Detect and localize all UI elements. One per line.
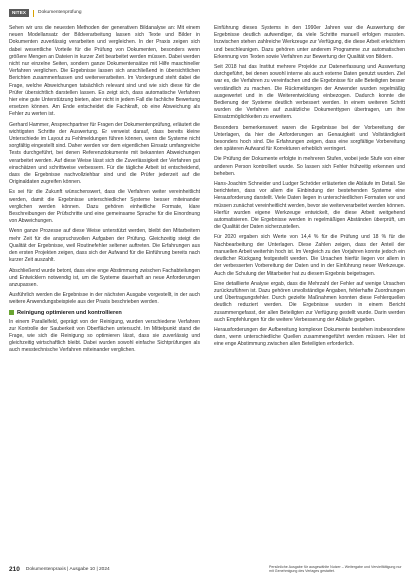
text-column-left bbox=[9, 25, 200, 558]
section-subject: Dokumentenprüfung bbox=[38, 10, 82, 15]
body-paragraph: Gerhard Hammer, Ansprechpartner für Fragen der Dokumentenprüfung, erläutert die wichtigsten Schritte der Auswertung. Er verweist darauf, dass bereits kleine Unterschiede im Layout zu Fehlmeldungen führen können, wenn die Systeme nicht sorgfältig eingestellt sind. Daher werden vor dem eigentlichen Einsatz umfangreiche Tests durchgeführt, bei denen Referenzdokumente mit bekannten Abweichungen verarbeitet werden. Auf diese Weise lässt sich die Zuverlässigkeit der Verfahren gut einschätzen und schrittweise verbessern. Für die tägliche Arbeit ist entscheidend, dass die Ergebnisse nachvollziehbar sind und die Prüfer jederzeit auf die Originaldaten zugreifen können. bbox=[9, 121, 200, 186]
magazine-info: Dokumentenpraxis | Ausgabe 10 | 2024 bbox=[25, 567, 110, 572]
copyright-notice: Persönliche Ausgabe für ausgewählte Nutzer – Weitergabe und Vervielfältigung nur mit Genehmigung des Verlages gestattet. bbox=[269, 565, 402, 574]
section-tag: NITEX bbox=[9, 9, 29, 17]
body-paragraph: Herausforderungen der Aufbereitung komplexer Dokumente bestehen insbesondere dann, wenn unterschiedliche Quellen zusammengeführt werden müssen. Hier ist eine enge Abstimmung zwischen allen Beteiligten erforderlich. bbox=[214, 326, 405, 348]
body-paragraph: Besonders bemerkenswert waren die Ergebnisse bei der Vorbereitung der Unterlagen, da hier die Anforderungen an Genauigkeit und Vollständigkeit besonders hoch sind. Die Erfahrungen zeigen, dass eine sorgfältige Vorbereitung den späteren Aufwand für Korrekturen erheblich verringert. bbox=[214, 124, 405, 153]
body-paragraph: In einem Parallelfeld, geprägt von der Reinigung, wurden verschiedene Verfahren zur Kontrolle der Sauberkeit von Oberflächen untersucht. Im Mittelpunkt stand die Frage, wie sich die Reinigung so optimieren lässt, dass sie zuverlässig und gleichzeitig wirtschaftlich bleibt. Dabei wurden sowohl einfache Sichtprüfungen als auch messtechnische Verfahren miteinander verglichen. bbox=[9, 318, 200, 354]
body-paragraph: Ausführlich werden die Ergebnisse in der nächsten Ausgabe vorgestellt, in der auch weitere Anwendungsbeispiele aus der Praxis beschrieben werden. bbox=[9, 292, 200, 306]
body-paragraph: Hans-Joachim Schneider und Ludger Schröder erläuterten die Abläufe im Detail. Sie berichteten, dass vor allem die Einbindung der bestehenden Systeme eine Herausforderung darstellt. Viele Daten liegen in unterschiedlichen Formaten vor und müssen zunächst vereinheitlicht werden, bevor sie weiterverarbeitet werden können. Hierfür wurden eigene Werkzeuge entwickelt, die diese Arbeit weitgehend automatisieren. Die Ergebnisse werden in regelmäßigen Abständen überprüft, um die Qualität der Daten sicherzustellen. bbox=[214, 181, 405, 231]
header-divider bbox=[33, 10, 34, 17]
body-paragraph: Seit 2018 hat das Institut mehrere Projekte zur Datenerfassung und Auswertung durchgeführt, bei denen sowohl interne als auch externe Daten genutzt wurden. Ziel war es, die Verfahren zu vereinfachen und die Ergebnisse für alle Beteiligten besser verständlich zu machen. Die Rückmeldungen der Anwender wurden regelmäßig ausgewertet und in die Weiterentwicklung einbezogen. Dadurch konnte die Bedienung der Systeme deutlich verbessert werden. In einem weiteren Schritt wurden die Verfahren auf zusätzliche Dokumenttypen übertragen, um ihre Einsatzmöglichkeiten zu erweitern. bbox=[214, 64, 405, 121]
subheading-marker bbox=[9, 310, 14, 315]
page-number: 210 bbox=[9, 566, 20, 573]
body-paragraph: Eine detaillierte Analyse ergab, dass die Mehrzahl der Fehler auf wenige Ursachen zurückzuführen ist. Dazu gehören unvollständige Angaben, fehlerhafte Zuordnungen und Übertragungsfehler. Durch gezielte Maßnahmen konnten diese Fehlerquellen deutlich reduziert werden. Die Ergebnisse wurden in einem Bericht zusammengefasst, der allen Beteiligten zur Verfügung gestellt wurde. Darin werden auch Empfehlungen für die weitere Verbesserung der Abläufe gegeben. bbox=[214, 280, 405, 323]
body-paragraph: Wenn ganze Prozesse auf diese Weise unterstützt werden, bleibt den Mitarbeitern mehr Zeit für die anspruchsvollen Aufgaben der Prüfung. Gleichzeitig steigt die Qualität der Ergebnisse, weil Routinefehler seltener auftreten. Die Erfahrungen aus den ersten Projekten zeigen, dass sich der Aufwand für die Einführung bereits nach kurzer Zeit auszahlt. bbox=[9, 228, 200, 264]
article-body bbox=[9, 25, 405, 558]
subheading-text: Reinigung optimieren und kontrollieren bbox=[17, 309, 122, 316]
page-footer bbox=[9, 565, 405, 579]
body-paragraph: Abschließend wurde betont, dass eine enge Abstimmung zwischen Fachabteilungen und Entwicklern notwendig ist, um die Systeme dauerhaft an neue Anforderungen anzupassen. bbox=[9, 267, 200, 288]
body-paragraph: Die Prüfung der Dokumente erfolgte in mehreren Stufen, wobei jede Stufe von einer anderen Person kontrolliert wurde. So lassen sich Fehler frühzeitig erkennen und beheben. bbox=[214, 156, 405, 177]
text-column-right bbox=[214, 25, 405, 558]
body-paragraph: Einführung dieses Systems in den 1990er Jahren war die Auswertung der Ergebnisse deutlich aufwendiger, da viele Schritte manuell erfolgen mussten. Inzwischen stehen zahlreiche Werkzeuge zur Verfügung, die diese Arbeit erleichtern und beschleunigen. Dazu gehören unter anderem Programme zur automatischen Erkennung von Texten sowie Verfahren zur Bewertung der Qualität von Bildern. bbox=[214, 25, 405, 60]
body-paragraph: Sehen wir uns die neuesten Methoden der generativen Bildanalyse an: Mit einem neuen Modellansatz der Bildverarbeitung lassen sich Texte und Bilder in Dokumenten zuverlässig verarbeiten und vergleichen. In der Praxis zeigen sich dabei wesentliche Vorteile für die Prüfung von Dokumenten, besonders wenn größere Mengen an Dateien in kurzer Zeit bearbeitet werden müssen. Dabei werden nicht nur einzelne Seiten, sondern ganze Dokumentensätze mit Hilfe maschineller Verfahren verglichen. Die Ergebnisse lassen sich anschließend in übersichtlichen Berichten zusammenfassen und weiterverarbeiten. Im Vordergrund steht dabei die Frage, welche Abweichungen tatsächlich relevant sind und wie sich diese für die Prüfer übersichtlich darstellen lassen. Es zeigt sich, dass automatische Verfahren hier eine gute Unterstützung bieten, aber nicht in jedem Fall die fachliche Bewertung ersetzen können. Am Ende entscheidet die Fachkraft, ob eine Abweichung als Fehler zu werten ist. bbox=[9, 25, 200, 118]
section-header bbox=[9, 7, 82, 19]
body-paragraph: Für 2020 ergaben sich Werte von 14,4 % für die Prüfung und 18 % für die Nachbearbeitung der Unterlagen. Diese Zahlen zeigen, dass der Anteil der manuellen Arbeit weiterhin hoch ist. Im Vergleich zu den Vorjahren konnte jedoch ein deutlicher Rückgang festgestellt werden. Die Ursachen hierfür liegen vor allem in der verbesserten Vorbereitung der Daten und in der Einführung neuer Werkzeuge. Auch die Schulung der Mitarbeiter hat zu diesem Ergebnis beigetragen. bbox=[214, 234, 405, 277]
body-paragraph: Es sei für die Zukunft wünschenswert, dass die Verfahren weiter vereinheitlicht werden, damit die Ergebnisse unterschiedlicher Systeme besser miteinander verglichen werden können. Dazu gehören einheitliche Formate, klare Beschreibungen der Prüfschritte und eine gemeinsame Sprache für die Einordnung von Abweichungen. bbox=[9, 189, 200, 225]
section-subheading bbox=[9, 310, 200, 317]
